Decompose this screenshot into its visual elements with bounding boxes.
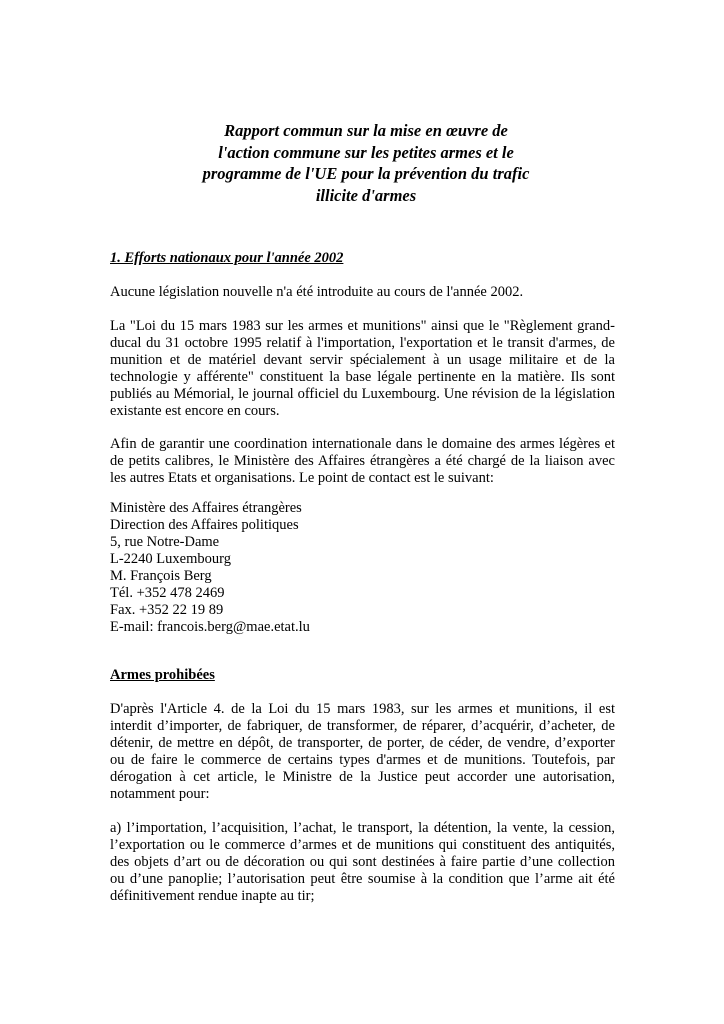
paragraph-line: l’exportation ou le commerce d’armes et de munitions qui constituent des antiquités, (110, 837, 615, 853)
paragraph-line: Afin de garantir une coordination internationale dans le domaine des armes légères et (110, 436, 615, 452)
contact-email: E-mail: francois.berg@mae.etat.lu (110, 619, 310, 635)
contact-block (110, 500, 310, 636)
paragraph-line: de petits calibres, le Ministère des Affaires étrangères a été chargé de la liaison avec (110, 453, 615, 469)
document-title (150, 120, 582, 206)
paragraph-no-new-legislation (110, 284, 615, 301)
paragraph-line: D'après l'Article 4. de la Loi du 15 mars 1983, sur les armes et munitions, il est (110, 701, 615, 717)
paragraph-line: a) l’importation, l’acquisition, l’achat, le transport, la détention, la vente, la cession, (110, 820, 615, 836)
title-line: illicite d'armes (315, 185, 417, 205)
paragraph-line: ou d’une panoplie; l’autorisation peut être soumise à la condition que l’arme ait été (110, 871, 615, 887)
title-line: l'action commune sur les petites armes et le (218, 142, 514, 162)
contact-line: Direction des Affaires politiques (110, 517, 299, 533)
paragraph-line: notamment pour: (110, 786, 210, 802)
paragraph-line: les autres Etats et organisations. Le point de contact est le suivant: (110, 470, 494, 486)
title-line: programme de l'UE pour la prévention du trafic (202, 164, 530, 183)
paragraph-line: détenir, de mettre en dépôt, de transporter, de porter, de céder, de vendre, d’exporter (110, 735, 615, 751)
contact-line: 5, rue Notre-Dame (110, 534, 220, 550)
paragraph-line: Aucune législation nouvelle n'a été introduite au cours de l'année 2002. (110, 284, 524, 300)
paragraph-item-a (110, 820, 615, 905)
contact-line: Ministère des Affaires étrangères (110, 500, 302, 516)
paragraph-line: publiés au Mémorial, le journal officiel du Luxembourg. Une révision de la législation (110, 386, 615, 402)
paragraph-line: ou de faire le commerce de certains types d'armes et de munitions. Toutefois, par (110, 752, 615, 768)
contact-line: L-2240 Luxembourg (110, 551, 231, 567)
title-line: Rapport commun sur la mise en œuvre de (224, 121, 508, 140)
paragraph-article-4 (110, 701, 615, 803)
paragraph-line: La "Loi du 15 mars 1983 sur les armes et munitions" ainsi que le "Règlement grand- (110, 318, 615, 334)
paragraph-line: ducal du 31 octobre 1995 relatif à l'importation, l'exportation et le transit d'armes, de (110, 335, 615, 351)
paragraph-line: dérogation à cet article, le Ministre de la Justice peut accorder une autorisation, (110, 769, 615, 785)
paragraph-legal-basis (110, 318, 615, 420)
contact-line: M. François Berg (110, 568, 212, 584)
paragraph-line: munition et de matériel devant servir spécialement à un usage militaire et de la (110, 352, 615, 368)
paragraph-line: définitivement rendue inapte au tir; (110, 888, 315, 904)
contact-line: Fax. +352 22 19 89 (110, 602, 224, 618)
paragraph-line: interdit d’importer, de fabriquer, de transformer, de réparer, d’acquérir, d’acheter, de (110, 718, 615, 734)
contact-line: Tél. +352 478 2469 (110, 585, 225, 601)
paragraph-line: technologie y afférente" constituent la base légale pertinente en la matière. Ils sont (110, 369, 615, 385)
paragraph-line: des objets d’art ou de décoration ou qui sont destinées à faire partie d’une collection (110, 854, 615, 870)
section-heading: 1. Efforts nationaux pour l'année 2002 (110, 250, 344, 266)
paragraph-line: existante est encore en cours. (110, 403, 280, 419)
subheading-prohibited-weapons: Armes prohibées (110, 667, 215, 683)
paragraph-coordination (110, 436, 615, 487)
